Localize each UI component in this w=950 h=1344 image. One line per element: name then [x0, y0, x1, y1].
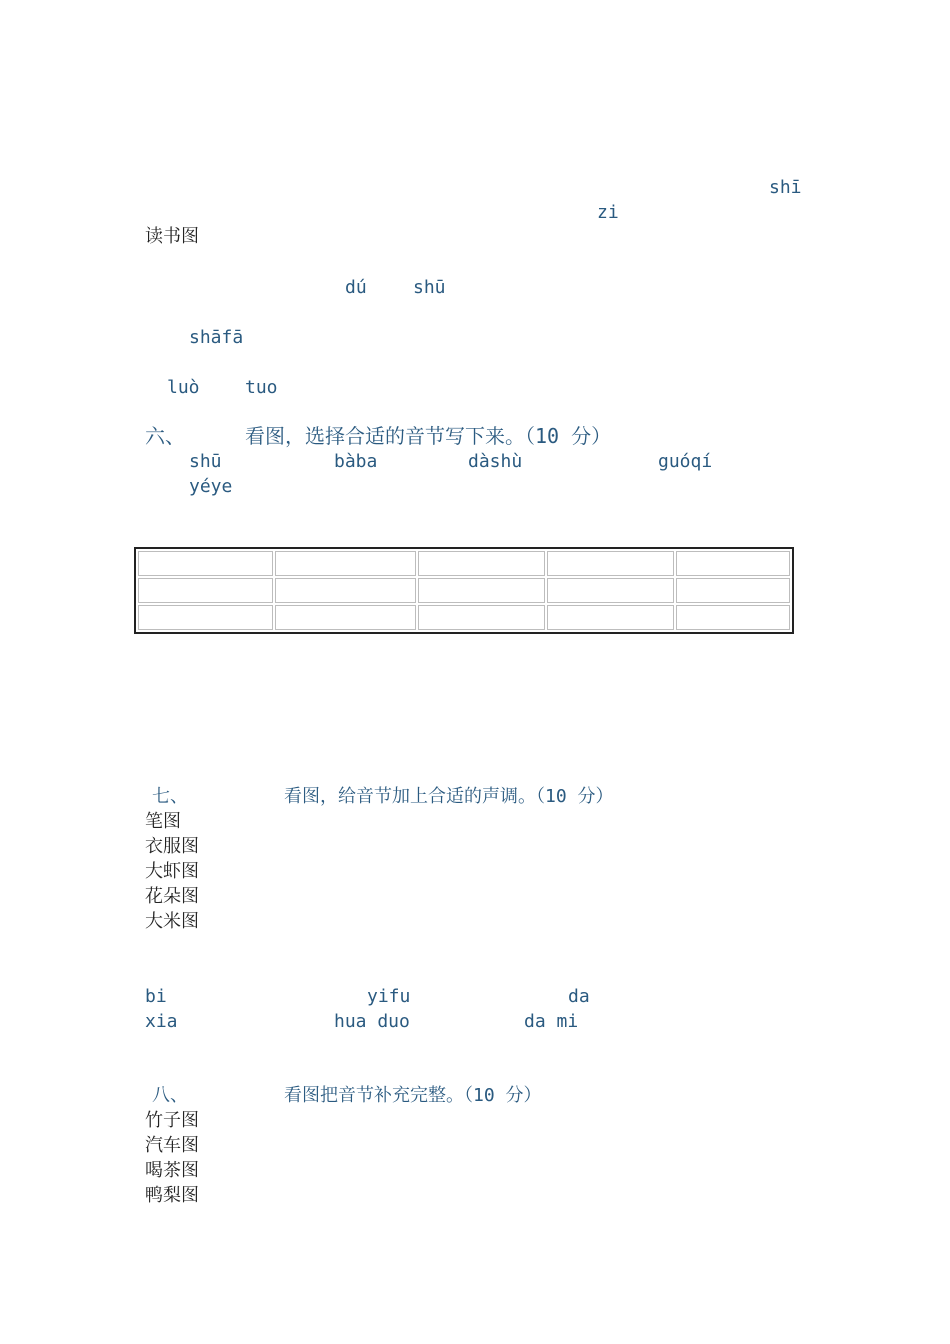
syllable-zi: zi — [597, 202, 619, 223]
image-placeholder: 汽车图 — [145, 1135, 199, 1156]
syllable-tuo: tuo — [245, 377, 278, 398]
image-placeholder: 笔图 — [145, 811, 181, 832]
answer-cell[interactable] — [547, 578, 674, 603]
table-row — [138, 605, 790, 630]
answer-cell[interactable] — [676, 551, 790, 576]
answer-cell[interactable] — [676, 605, 790, 630]
section6-option: guóqí — [658, 451, 713, 472]
image-placeholder: 大虾图 — [145, 861, 199, 882]
answer-cell[interactable] — [138, 578, 273, 603]
section7-syllable: da mi — [524, 1011, 579, 1032]
syllable-shu: shū — [413, 277, 446, 298]
image-placeholder: 衣服图 — [145, 836, 199, 857]
section7-syllable: da — [568, 986, 590, 1007]
image-placeholder-dushu: 读书图 — [145, 226, 199, 247]
syllable-shi: shī — [769, 177, 802, 198]
answer-cell[interactable] — [547, 605, 674, 630]
answer-cell[interactable] — [275, 551, 416, 576]
section8-number: 八、 — [152, 1085, 188, 1106]
answer-grid — [134, 547, 794, 634]
section6-option: yéye — [189, 476, 233, 497]
answer-cell[interactable] — [138, 551, 273, 576]
section6-number: 六、 — [145, 424, 185, 448]
table-row — [138, 551, 790, 576]
answer-cell[interactable] — [275, 578, 416, 603]
image-placeholder: 喝茶图 — [145, 1160, 199, 1181]
syllable-luo: luò — [167, 377, 200, 398]
answer-cell[interactable] — [275, 605, 416, 630]
section7-syllable: bi — [145, 986, 167, 1007]
section6-option: bàba — [334, 451, 378, 472]
answer-cell[interactable] — [676, 578, 790, 603]
answer-cell[interactable] — [547, 551, 674, 576]
section6-title: 看图，选择合适的音节写下来。（10 分） — [245, 424, 612, 448]
section7-syllable: hua duo — [334, 1011, 410, 1032]
section8-title: 看图把音节补充完整。（10 分） — [284, 1085, 542, 1106]
section6-option: dàshù — [468, 451, 523, 472]
section6-option: shū — [189, 451, 222, 472]
image-placeholder: 大米图 — [145, 911, 199, 932]
syllable-du: dú — [345, 277, 367, 298]
answer-cell[interactable] — [418, 578, 545, 603]
answer-cell[interactable] — [418, 605, 545, 630]
answer-cell[interactable] — [138, 605, 273, 630]
image-placeholder: 鸭梨图 — [145, 1185, 199, 1206]
section7-syllable: xia — [145, 1011, 178, 1032]
section7-title: 看图，给音节加上合适的声调。（10 分） — [284, 786, 614, 807]
image-placeholder: 花朵图 — [145, 886, 199, 907]
table-row — [138, 578, 790, 603]
section7-number: 七、 — [152, 786, 188, 807]
answer-cell[interactable] — [418, 551, 545, 576]
syllable-shafa: shāfā — [189, 327, 244, 348]
section7-syllable: yifu — [367, 986, 411, 1007]
image-placeholder: 竹子图 — [145, 1110, 199, 1131]
